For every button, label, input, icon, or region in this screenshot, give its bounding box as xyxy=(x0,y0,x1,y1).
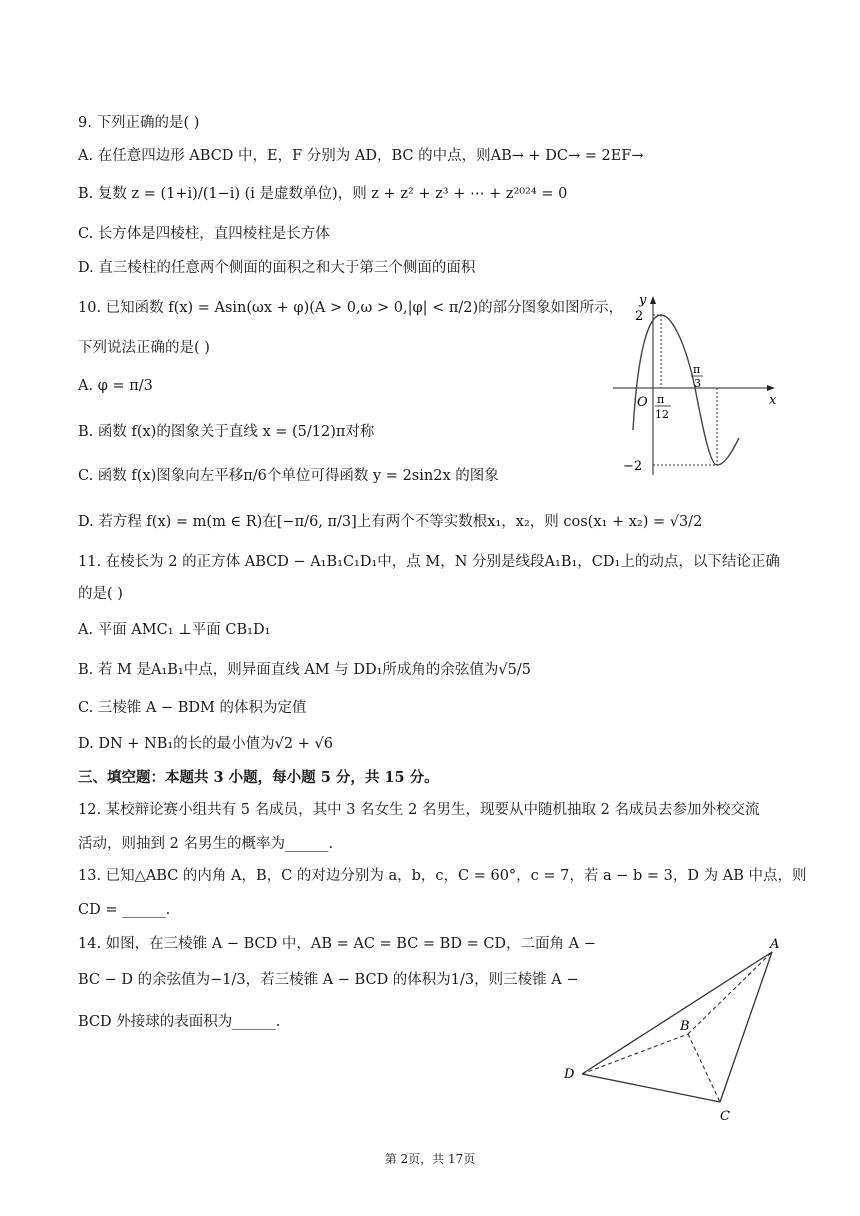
q14-line-1: 14. 如图，在三棱锥 A − BCD 中，AB = AC = BC = BD = CD，二面角 A − xyxy=(78,936,596,952)
q12-line-1: 12. 某校辩论赛小组共有 5 名成员，其中 3 名女生 2 名男生，现要从中随机抽取 2 名成员去参加外校交流 xyxy=(78,802,760,818)
tick-pi3-num: π xyxy=(693,363,701,376)
pyramid-figure xyxy=(560,930,790,1125)
q10-option-b: B. 函数 f(x)的图象关于直线 x = (5/12)π对称 xyxy=(78,424,375,440)
q13-line-1: 13. 已知△ABC 的内角 A，B，C 的对边分别为 a，b，c，C = 60°，c = 7，若 a − b = 3，D 为 AB 中点，则 xyxy=(78,868,807,884)
y-axis-arrow-icon xyxy=(650,296,656,304)
q11-stem: 11. 在棱长为 2 的正方体 ABCD − A₁B₁C₁D₁中，点 M，N 分别是线段A₁B₁，CD₁上的动点，以下结论正确 xyxy=(78,554,780,570)
page-footer: 第 2页，共 17页 xyxy=(384,1152,476,1166)
x-axis-arrow-icon xyxy=(767,385,775,391)
sine-curve xyxy=(633,315,739,465)
q10-option-c: C. 函数 f(x)图象向左平移π/6个单位可得函数 y = 2sin2x 的图象 xyxy=(78,468,499,484)
q11-option-d: D. DN + NB₁的长的最小值为√2 + √6 xyxy=(78,736,333,752)
q13-line-2: CD = ______. xyxy=(78,902,171,918)
q10-option-a: A. φ = π/3 xyxy=(78,378,153,394)
q11-stem-cont: 的是( ) xyxy=(78,586,123,602)
origin-label: O xyxy=(637,395,648,410)
vertex-D: D xyxy=(564,1067,575,1082)
q9-option-d: D. 直三棱柱的任意两个侧面的面积之和大于第三个侧面的面积 xyxy=(78,260,476,276)
q9-option-c: C. 长方体是四棱柱，直四棱柱是长方体 xyxy=(78,226,330,242)
tick-pi12-num: π xyxy=(657,393,665,406)
q14-line-3: BCD 外接球的表面积为______. xyxy=(78,1014,281,1030)
q9-option-b: B. 复数 z = (1+i)/(1−i) (i 是虚数单位)，则 z + z² + z³ + ⋯ + z²⁰²⁴ = 0 xyxy=(78,186,568,202)
q9-option-a: A. 在任意四边形 ABCD 中，E，F 分别为 AD，BC 的中点，则AB→ + DC→ = 2EF→ xyxy=(78,148,644,164)
q11-option-a: A. 平面 AMC₁ ⊥平面 CB₁D₁ xyxy=(78,622,271,638)
vertex-C: C xyxy=(720,1109,730,1124)
edge-BC xyxy=(688,1034,720,1102)
x-axis-label: x xyxy=(769,393,777,408)
q10-option-d: D. 若方程 f(x) = m(m ∈ R)在[−π/6, π/3]上有两个不等实数根x₁，x₂，则 cos(x₁ + x₂) = √3/2 xyxy=(78,514,703,530)
edge-DA xyxy=(582,952,772,1074)
q11-option-c: C. 三棱锥 A − BDM 的体积为定值 xyxy=(78,700,307,716)
tick-pi12-den: 12 xyxy=(655,408,669,421)
y-axis-label: y xyxy=(639,293,647,308)
tick-pi3-den: 3 xyxy=(694,377,701,390)
edge-BA xyxy=(688,952,772,1034)
sine-graph xyxy=(605,290,785,480)
q11-option-b: B. 若 M 是A₁B₁中点，则异面直线 AM 与 DD₁所成角的余弦值为√5/5 xyxy=(78,662,531,678)
q9-stem: 9. 下列正确的是( ) xyxy=(78,115,200,131)
y-max-label: 2 xyxy=(635,309,644,324)
edge-CA xyxy=(720,952,772,1102)
vertex-A: A xyxy=(770,937,780,952)
q10-stem-cont: 下列说法正确的是( ) xyxy=(78,340,210,356)
q12-line-2: 活动，则抽到 2 名男生的概率为______. xyxy=(78,836,334,852)
edge-DC xyxy=(582,1074,720,1102)
y-min-label: −2 xyxy=(623,459,643,474)
vertex-B: B xyxy=(680,1019,690,1034)
q14-line-2: BC − D 的余弦值为−1/3，若三棱锥 A − BCD 的体积为1/3，则三棱锥 A − xyxy=(78,972,579,988)
section-title: 三、填空题：本题共 3 小题，每小题 5 分，共 15 分。 xyxy=(78,769,439,786)
q10-stem: 10. 已知函数 f(x) = Asin(ωx + φ)(A > 0,ω > 0,|φ| < π/2)的部分图象如图所示， xyxy=(78,300,624,316)
